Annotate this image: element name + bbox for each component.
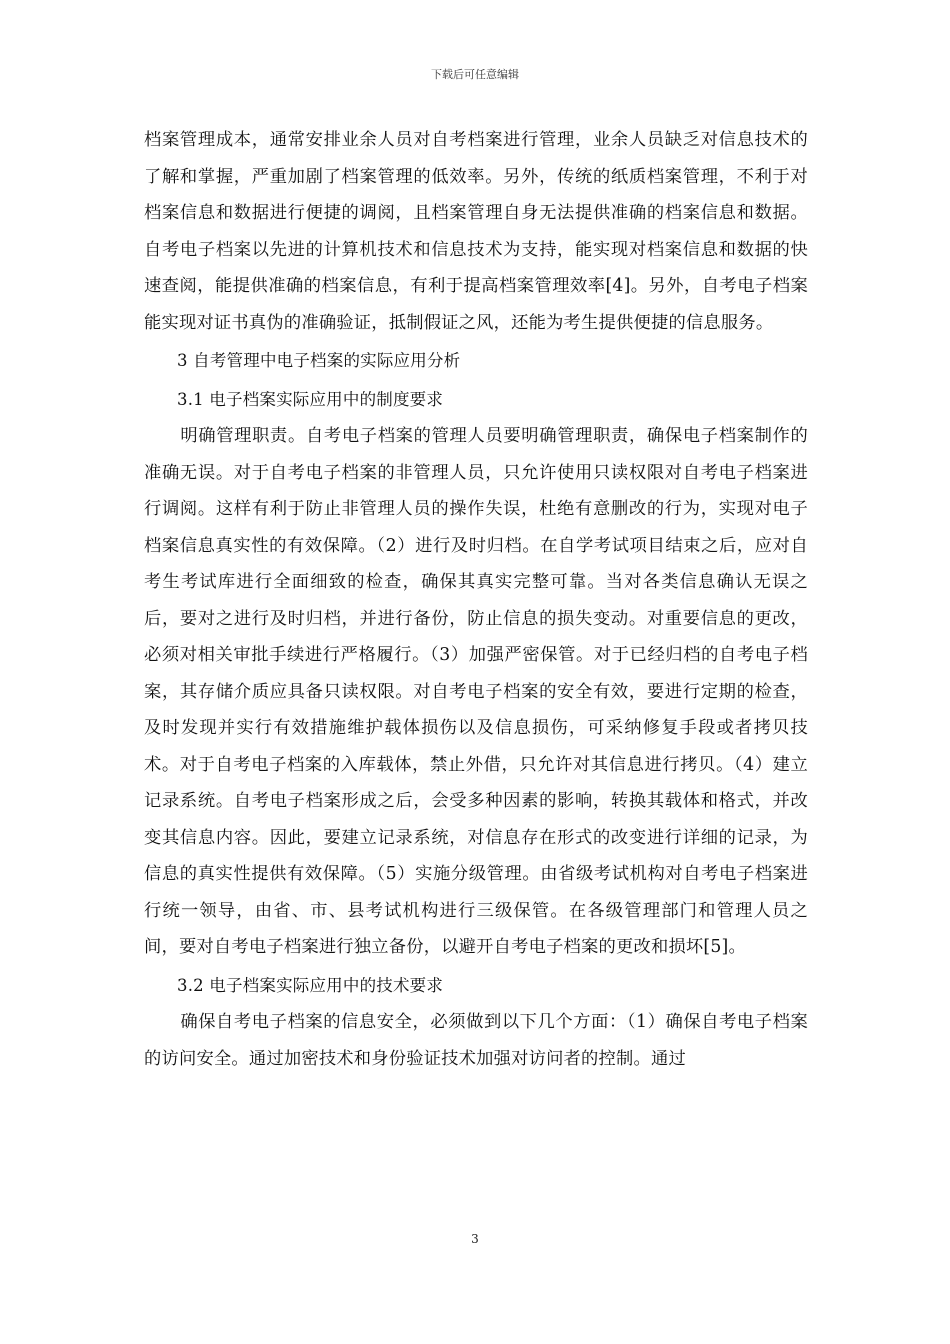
paragraph-archive-cost: 档案管理成本，通常安排业余人员对自考档案进行管理，业余人员缺乏对信息技术的了解和掌握，严重加剧了档案管理的低效率。另外，传统的纸质档案管理，不利于对档案信息和数据进行便捷的调阅，且档案管理自身无法提供准确的档案信息和数据。自考电子档案以先进的计算机技术和信息技术为支持，能实现对档案信息和数据的快速查阅，能提供准确的档案信息，有利于提高档案管理效率[4]。另外，自考电子档案能实现对证书真伪的准确验证，抵制假证之风，还能为考生提供便捷的信息服务。	[144, 130, 808, 333]
page-header: 下载后可任意编辑	[431, 68, 519, 81]
page-number: 3	[471, 1232, 479, 1246]
subsection-heading-3-1: 3.1 电子档案实际应用中的制度要求	[177, 389, 444, 409]
section-heading-3: 3 自考管理中电子档案的实际应用分析	[177, 351, 461, 370]
document-body	[144, 122, 808, 1077]
subsection-heading-3-2: 3.2 电子档案实际应用中的技术要求	[177, 975, 444, 995]
paragraph-technical-requirements: 确保自考电子档案的信息安全，必须做到以下几个方面：（1）确保自考电子档案的访问安全。通过加密技术和身份验证技术加强对访问者的控制。通过	[144, 1012, 808, 1069]
paragraph-institutional-requirements: 明确管理职责。自考电子档案的管理人员要明确管理职责，确保电子档案制作的准确无误。对于自考电子档案的非管理人员，只允许使用只读权限对自考电子档案进行调阅。这样有利于防止非管理人员的操作失误，杜绝有意删改的行为，实现对电子档案信息真实性的有效保障。（2）进行及时归档。在自学考试项目结束之后，应对自考生考试库进行全面细致的检查，确保其真实完整可靠。当对各类信息确认无误之后，要对之进行及时归档，并进行备份，防止信息的损失变动。对重要信息的更改，必须对相关审批手续进行严格履行。（3）加强严密保管。对于已经归档的自考电子档案，其存储介质应具备只读权限。对自考电子档案的安全有效，要进行定期的检查，及时发现并实行有效措施维护载体损伤以及信息损伤，可采纳修复手段或者拷贝技术。对于自考电子档案的入库载体，禁止外借，只允许对其信息进行拷贝。（4）建立记录系统。自考电子档案形成之后，会受多种因素的影响，转换其载体和格式，并改变其信息内容。因此，要建立记录系统，对信息存在形式的改变进行详细的记录，为信息的真实性提供有效保障。（5）实施分级管理。由省级考试机构对自考电子档案进行统一领导，由省、市、县考试机构进行三级保管。在各级管理部门和管理人员之间，要对自考电子档案进行独立备份，以避开自考电子档案的更改和损坏[5]。	[144, 426, 808, 957]
